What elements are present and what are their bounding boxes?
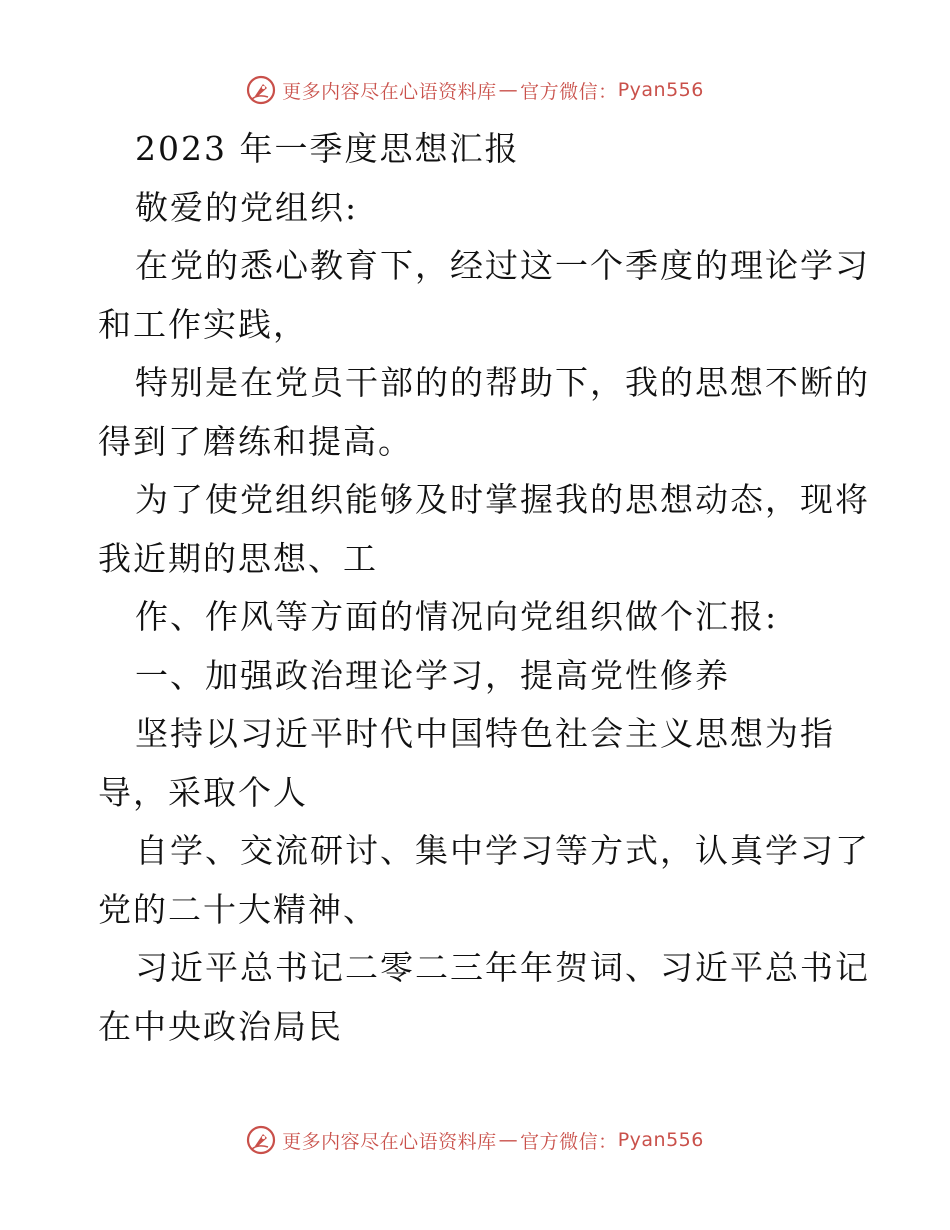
- paragraph-line: 导，采取个人: [98, 772, 308, 812]
- watermark-separator: —: [498, 1129, 519, 1151]
- salutation: 敬爱的党组织:: [135, 187, 359, 227]
- paragraph-line: 党的二十大精神、: [98, 889, 378, 929]
- paragraph-line: 作、作风等方面的情况向党组织做个汇报:: [135, 597, 779, 636]
- paragraph-line: 和工作实践，: [98, 304, 308, 344]
- pen-nib-logo-icon: [246, 1125, 276, 1155]
- watermark-wechat-id: Pyan556: [617, 1129, 704, 1151]
- paragraph-line: 在中央政治局民: [98, 1006, 343, 1046]
- paragraph-line: 在党的悉心教育下，经过这一个季度的理论学习: [135, 246, 870, 285]
- paragraph-line: 特别是在党员干部的的帮助下，我的思想不断的: [135, 363, 870, 402]
- section-heading: 一、加强政治理论学习，提高党性修养: [135, 655, 730, 695]
- paragraph-line: 坚持以习近平时代中国特色社会主义思想为指: [135, 714, 835, 753]
- paragraph-line: 为了使党组织能够及时掌握我的思想动态，现将: [135, 480, 870, 519]
- watermark-site-name: 更多内容尽在心语资料库: [282, 1130, 497, 1153]
- watermark-wechat-label: 官方微信：: [520, 80, 618, 103]
- header-watermark: [0, 70, 950, 110]
- watermark-wechat-label: 官方微信：: [520, 1130, 618, 1153]
- document-title: 2023 年一季度思想汇报: [135, 129, 520, 168]
- footer-watermark: [0, 1120, 950, 1160]
- watermark-site-name: 更多内容尽在心语资料库: [282, 80, 497, 103]
- paragraph-line: 得到了磨练和提高。: [98, 421, 413, 461]
- document-body: [98, 120, 870, 1056]
- paragraph-line: 我近期的思想、工: [98, 538, 378, 578]
- watermark-separator: —: [498, 79, 519, 101]
- paragraph-line: 自学、交流研讨、集中学习等方式，认真学习了: [135, 831, 870, 870]
- pen-nib-logo-icon: [246, 75, 276, 105]
- paragraph-line: 习近平总书记二零二三年年贺词、习近平总书记: [135, 948, 870, 987]
- watermark-wechat-id: Pyan556: [617, 79, 704, 101]
